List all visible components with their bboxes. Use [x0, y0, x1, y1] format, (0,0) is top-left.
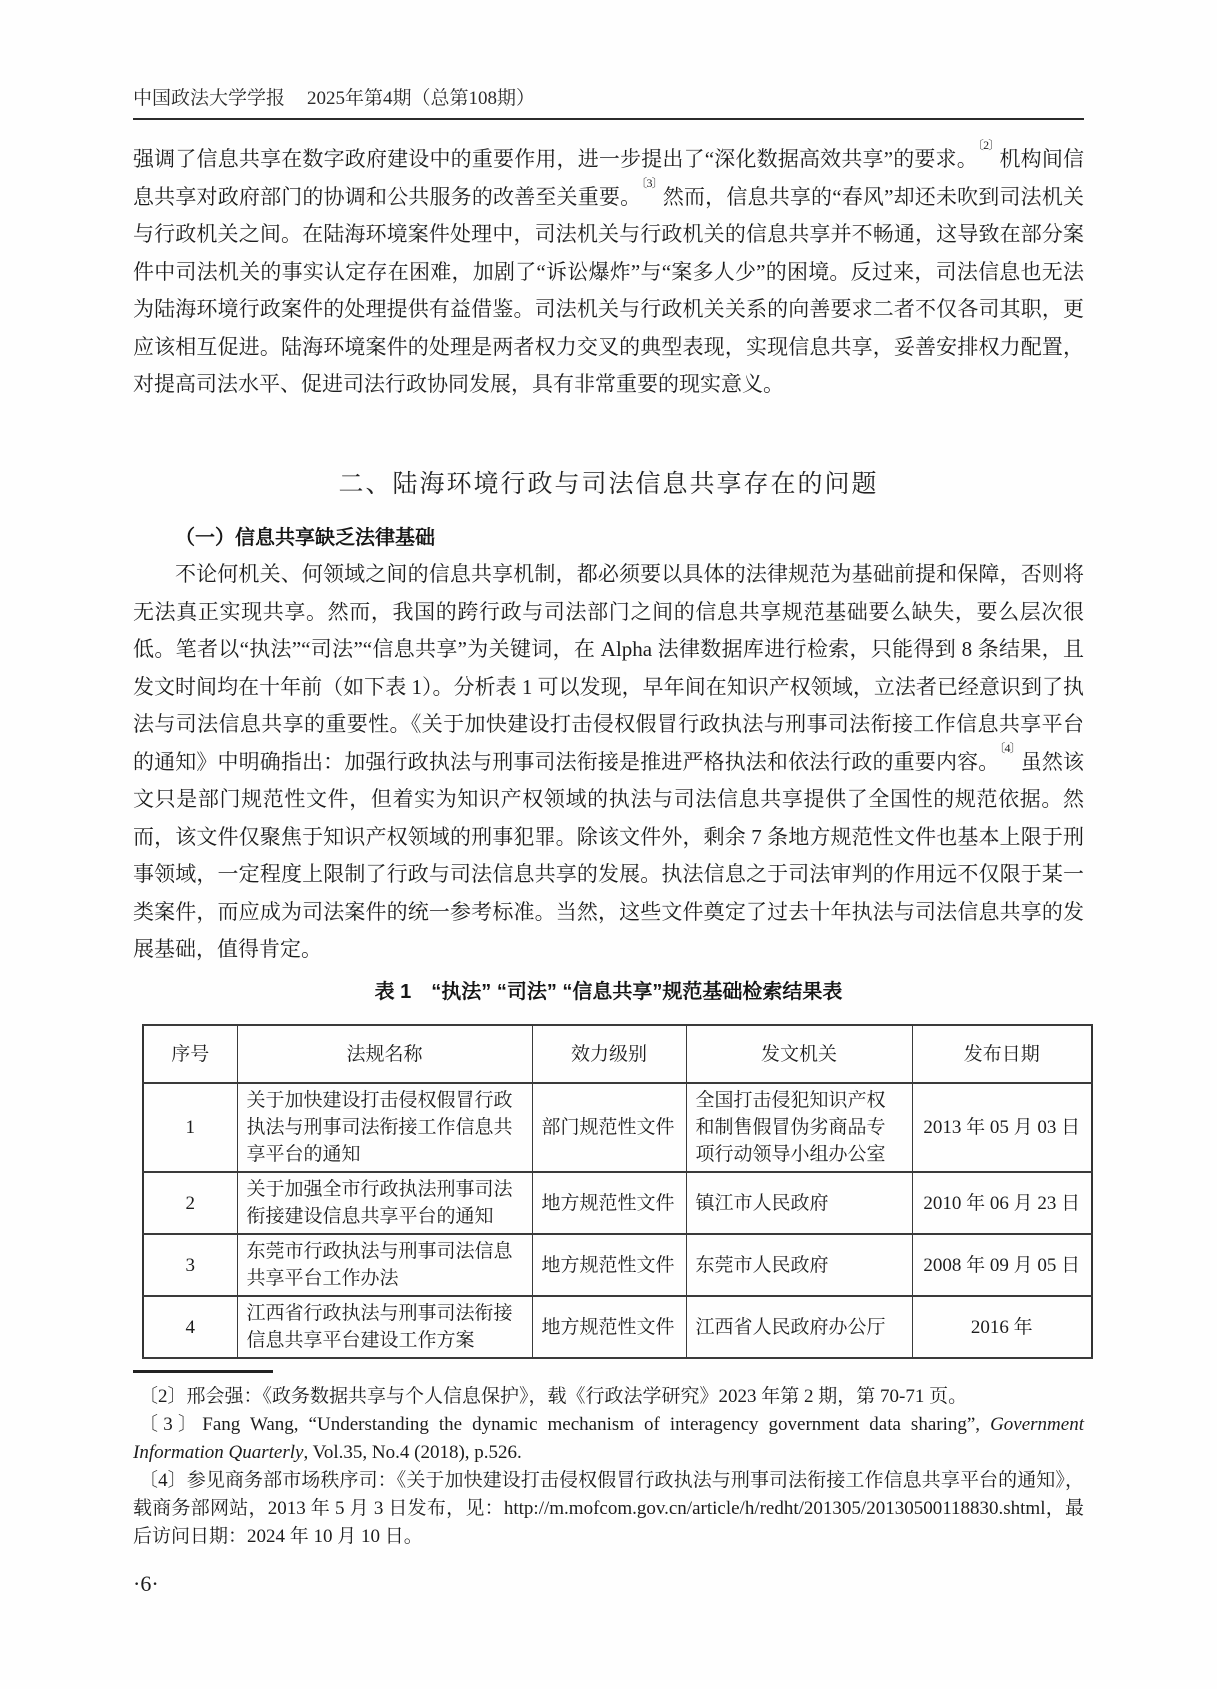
cell-date: 2016 年 [912, 1296, 1092, 1358]
running-head [133, 83, 1084, 110]
col-header-level: 效力级别 [532, 1025, 686, 1083]
paragraph-text: 强调了信息共享在数字政府建设中的重要作用，进一步提出了“深化数据高效共享”的要求。 [133, 147, 978, 171]
paragraph-intro [133, 138, 1085, 404]
cell-issuer: 东莞市人民政府 [686, 1234, 912, 1296]
cell-level: 地方规范性文件 [532, 1234, 686, 1296]
col-header-no: 序号 [143, 1025, 237, 1083]
journal-title: 中国政法大学学报 [133, 88, 286, 109]
table-caption: 表 1 “执法” “司法” “信息共享”规范基础检索结果表 [374, 981, 843, 1003]
cell-level: 地方规范性文件 [532, 1296, 686, 1358]
footnote-ref-4: 〔4〕 [999, 740, 1021, 755]
footnote-3 [133, 1411, 1084, 1467]
cell-issuer: 江西省人民政府办公厅 [686, 1296, 912, 1358]
footnote-text: , Vol.35, No.4 (2018), p.526. [303, 1442, 522, 1463]
cell-level: 部门规范性文件 [532, 1083, 686, 1172]
cell-date: 2008 年 09 月 05 日 [912, 1234, 1092, 1296]
cell-no: 4 [143, 1296, 237, 1358]
cell-name: 关于加快建设打击侵权假冒行政执法与刑事司法衔接工作信息共享平台的通知 [237, 1083, 532, 1172]
journal-issue: 2025年第4期（总第108期） [307, 88, 536, 109]
header-rule [133, 118, 1084, 120]
paragraph-text: 然而，信息共享的“春风”却还未吹到司法机关与行政机关之间。在陆海环境案件处理中，司法机关与行政机关的信息共享并不畅通，这导致在部分案件中司法机关的事实认定存在困难，加剧了“诉讼爆炸”与“案多人少”的困境。反过来，司法信息也无法为陆海环境行政案件的处理提供有益借鉴。司法机关与行政机关关系的向善要求二者不仅各司其职，更应该相互促进。陆海环境案件的处理是两者权力交叉的典型表现，实现信息共享，妥善安排权力配置，对提高司法水平、促进司法行政协同发展，具有非常重要的现实意义。 [133, 184, 1085, 396]
section-heading: 二、陆海环境行政与司法信息共享存在的问题 [338, 471, 879, 498]
cell-date: 2013 年 05 月 03 日 [912, 1083, 1092, 1172]
table-row [143, 1234, 1092, 1296]
page-number: ·6· [133, 1571, 159, 1596]
table-row [143, 1296, 1092, 1358]
cell-issuer: 镇江市人民政府 [686, 1172, 912, 1234]
cell-name: 江西省行政执法与刑事司法衔接信息共享平台建设工作方案 [237, 1296, 532, 1358]
table-row [143, 1083, 1092, 1172]
search-results-table [142, 1024, 1093, 1359]
paragraph-text: 不论何机关、何领域之间的信息共享机制，都必须要以具体的法律规范为基础前提和保障，否则将无法真正实现共享。然而，我国的跨行政与司法部门之间的信息共享规范基础要么缺失，要么层次很低。笔者以“执法”“司法”“信息共享”为关键词，在 Alpha 法律数据库进行检索，只能得到 8 条结果，且发文时间均在十年前（如下表 1）。分析表 1 可以发现，早年间在知识产权领域，立法者已经意识到了执法与司法信息共享的重要性。《关于加快建设打击侵权假冒行政执法与刑事司法衔接工作信息共享平台的通知》中明确指出：加强行政执法与刑事司法衔接是推进严格执法和依法行政的重要内容。 [133, 562, 1084, 774]
journal-name-italic: Government Information Quarterly [133, 1414, 1084, 1463]
cell-level: 地方规范性文件 [532, 1172, 686, 1234]
subsection-heading: （一）信息共享缺乏法律基础 [175, 527, 435, 549]
cell-date: 2010 年 06 月 23 日 [912, 1172, 1092, 1234]
footnote-separator [133, 1370, 273, 1373]
footnote-ref-2: 〔2〕 [977, 138, 1000, 152]
col-header-issuer: 发文机关 [686, 1025, 912, 1083]
table-header-row [143, 1025, 1092, 1083]
paragraph-text: 虽然该文只是部门规范性文件，但着实为知识产权领域的执法与司法信息共享提供了全国性的规范依据。然而，该文件仅聚焦于知识产权领域的刑事犯罪。除该文件外，剩余 7 条地方规范性文件也基本上限于刑事领域，一定程度上限制了行政与司法信息共享的发展。执法信息之于司法审判的作用远不仅限于某一类案件，而应成为司法案件的统一参考标准。当然，这些文件奠定了过去十年执法与司法信息共享的发展基础，值得肯定。 [133, 749, 1084, 961]
footnote-ref-3: 〔3〕 [641, 175, 663, 190]
cell-issuer: 全国打击侵犯知识产权和制售假冒伪劣商品专项行动领导小组办公室 [686, 1083, 912, 1172]
col-header-name: 法规名称 [237, 1025, 532, 1083]
cell-name: 东莞市行政执法与刑事司法信息共享平台工作办法 [237, 1234, 532, 1296]
col-header-date: 发布日期 [912, 1025, 1092, 1083]
footnotes-block [133, 1383, 1084, 1551]
paragraph-text: 机构间信息共享对政府部门的协调和公共服务的改善至关重要。 [133, 147, 1085, 209]
cell-no: 2 [143, 1172, 237, 1234]
footnote-4: 〔4〕参见商务部市场秩序司：《关于加快建设打击侵权假冒行政执法与刑事司法衔接工作信息共享平台的通知》，载商务部网站，2013 年 5 月 3 日发布，见：http://m.mofcom.gov.cn/article/h/redht/201305/20130500118830.shtml，最后访问日期：2024 年 10 月 10 日。 [133, 1470, 1084, 1547]
cell-name: 关于加强全市行政执法刑事司法衔接建设信息共享平台的通知 [237, 1172, 532, 1234]
cell-no: 1 [143, 1083, 237, 1172]
paragraph-analysis [133, 556, 1084, 969]
table-row [143, 1172, 1092, 1234]
footnote-2: 〔2〕邢会强：《政务数据共享与个人信息保护》，载《行政法学研究》2023 年第 2 期，第 70-71 页。 [139, 1386, 968, 1407]
cell-no: 3 [143, 1234, 237, 1296]
footnote-text: 〔3〕Fang Wang, “Understanding the dynamic mechanism of interagency government data sharing”, [139, 1414, 991, 1435]
